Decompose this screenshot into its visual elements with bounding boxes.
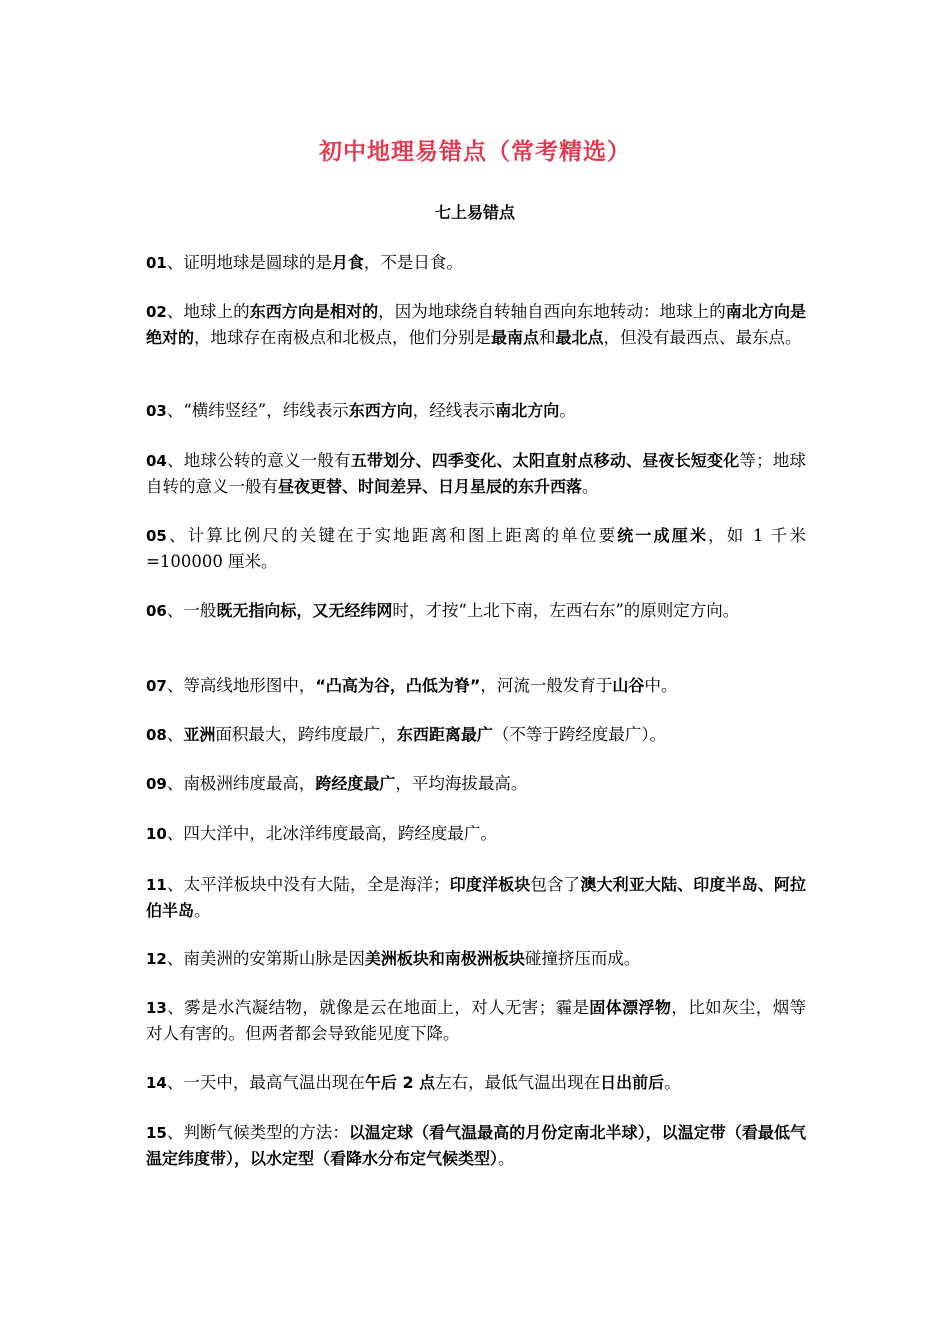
- item-text: 、雾是水汽凝结物，就像是云在地面上，对人无害；霾是: [166, 998, 590, 1017]
- list-item: [146, 448, 806, 499]
- item-number: 10: [146, 825, 167, 843]
- item-number: 03: [146, 402, 167, 420]
- item-number: 06: [146, 602, 167, 620]
- item-text: 、南美洲的安第斯山脉是因: [166, 949, 365, 968]
- bold-key-phrase: 日出前后: [600, 1073, 665, 1092]
- item-text: ，河流一般发育于: [480, 676, 613, 695]
- item-text: 、判断气候类型的方法：: [166, 1123, 349, 1142]
- list-item: [146, 821, 806, 847]
- item-number: 07: [146, 677, 167, 695]
- item-number: 02: [146, 303, 167, 321]
- item-text: 包含了: [530, 875, 581, 894]
- item-text: 、四大洋中，北冰洋纬度最高，跨经度最广。: [166, 824, 497, 843]
- item-number: 13: [146, 999, 167, 1017]
- item-text: ，经线表示: [412, 401, 496, 420]
- bold-key-phrase: 跨经度最广: [315, 774, 396, 793]
- item-text: 和: [539, 328, 556, 347]
- item-text: 、“横纬竖经”，纬线表示: [166, 401, 349, 420]
- bold-key-phrase: 固体漂浮物: [589, 998, 672, 1017]
- item-text: 、: [166, 725, 184, 744]
- item-text: 左右，最低气温出现在: [435, 1073, 601, 1092]
- list-item: [146, 995, 806, 1046]
- item-number: 14: [146, 1074, 167, 1092]
- bold-key-phrase: 以温定球（看气温最高的月份定南北半球），以温定带（看最低气温定纬度带），以水定型（看降水分布定气候类型）: [146, 1123, 806, 1168]
- item-number: 01: [146, 254, 167, 272]
- list-item: [146, 398, 806, 424]
- item-text: ，因为地球绕自转轴自西向东地转动：地球上的: [378, 302, 726, 321]
- bold-key-phrase: 东西方向是相对的: [249, 302, 379, 321]
- item-text: 碰撞挤压而成。: [524, 949, 641, 968]
- bold-key-phrase: 南北方向是绝对的: [146, 302, 806, 347]
- bold-key-phrase: “凸高为谷，凸低为脊”: [315, 676, 481, 695]
- item-text: 、证明地球是圆球的是: [166, 253, 332, 272]
- bold-key-phrase: 五带划分、四季变化、太阳直射点移动、昼夜长短变化: [350, 451, 740, 470]
- item-text: 、计算比例尺的关键在于实地距离和图上距离的单位要: [166, 526, 618, 545]
- item-text: 、等高线地形图中，: [166, 676, 316, 695]
- item-number: 09: [146, 775, 167, 793]
- bold-key-phrase: 澳大利亚大陆、印度半岛、阿拉伯半岛: [146, 875, 807, 920]
- item-text: 中。: [644, 676, 678, 695]
- item-text: 。: [664, 1073, 681, 1092]
- list-item: [146, 523, 806, 574]
- item-text: 。: [559, 401, 576, 420]
- list-item: [146, 1070, 806, 1096]
- item-text: 。: [194, 901, 211, 920]
- item-text: 、地球公转的意义一般有: [166, 451, 351, 470]
- bold-key-phrase: 午后 2 点: [364, 1073, 436, 1092]
- item-text: 、地球上的: [166, 302, 250, 321]
- bold-key-phrase: 亚洲: [183, 725, 216, 744]
- item-text: 面积最大，跨纬度最广，: [215, 725, 397, 744]
- item-text: 、太平洋板块中没有大陆，全是海洋；: [166, 875, 450, 894]
- item-text: ，但没有最西点、最东点。: [603, 328, 802, 347]
- item-text: ，比如灰尘，烟等对人有害的。但两者都会导致能见度下降。: [146, 998, 807, 1043]
- item-number: 05: [146, 527, 167, 545]
- item-number: 11: [146, 876, 167, 894]
- list-item: [146, 722, 806, 748]
- item-text: （不等于跨经度最广）。: [492, 725, 667, 744]
- bold-key-phrase: 月食: [331, 253, 364, 272]
- item-text: ，地球存在南极点和北极点，他们分别是: [194, 328, 492, 347]
- section-title: 七上易错点: [434, 203, 515, 222]
- item-text: ，如 1 千米=100000 厘米。: [146, 526, 806, 571]
- item-text: 。: [582, 477, 599, 496]
- list-item: [146, 946, 806, 972]
- bold-key-phrase: 东西距离最广: [396, 725, 493, 744]
- list-item: [146, 771, 806, 797]
- bold-key-phrase: 山谷: [612, 676, 645, 695]
- list-item: [146, 872, 806, 923]
- bold-key-phrase: 统一成厘米: [617, 526, 709, 545]
- item-text: ，不是日食。: [363, 253, 463, 272]
- bold-key-phrase: 东西方向: [348, 401, 413, 420]
- bold-key-phrase: 昼夜更替、时间差异、日月星辰的东升西落: [278, 477, 583, 496]
- bold-key-phrase: 南北方向: [495, 401, 560, 420]
- list-item: [146, 250, 806, 276]
- item-text: 、南极洲纬度最高，: [166, 774, 316, 793]
- item-number: 12: [146, 950, 167, 968]
- item-text: 、一天中，最高气温出现在: [166, 1073, 365, 1092]
- item-text: 时，才按“上北下南，左西右东”的原则定方向。: [392, 601, 740, 620]
- item-text: 。: [498, 1149, 515, 1168]
- item-number: 15: [146, 1124, 167, 1142]
- document-title: 初中地理易错点（常考精选）: [319, 139, 631, 165]
- bold-key-phrase: 美洲板块和南极洲板块: [364, 949, 525, 968]
- list-item: [146, 1120, 806, 1171]
- item-number: 04: [146, 452, 167, 470]
- bold-key-phrase: 最北点: [555, 328, 604, 347]
- item-text: ，平均海拔最高。: [395, 774, 528, 793]
- bold-key-phrase: 既无指向标，又无经纬网: [216, 601, 393, 620]
- item-text: 等；地球自转的意义一般有: [146, 451, 806, 496]
- item-number: 08: [146, 726, 167, 744]
- bold-key-phrase: 印度洋板块: [449, 875, 531, 894]
- bold-key-phrase: 最南点: [491, 328, 540, 347]
- list-item: [146, 598, 806, 624]
- list-item: [146, 299, 806, 350]
- item-text: 、一般: [166, 601, 217, 620]
- list-item: [146, 673, 806, 699]
